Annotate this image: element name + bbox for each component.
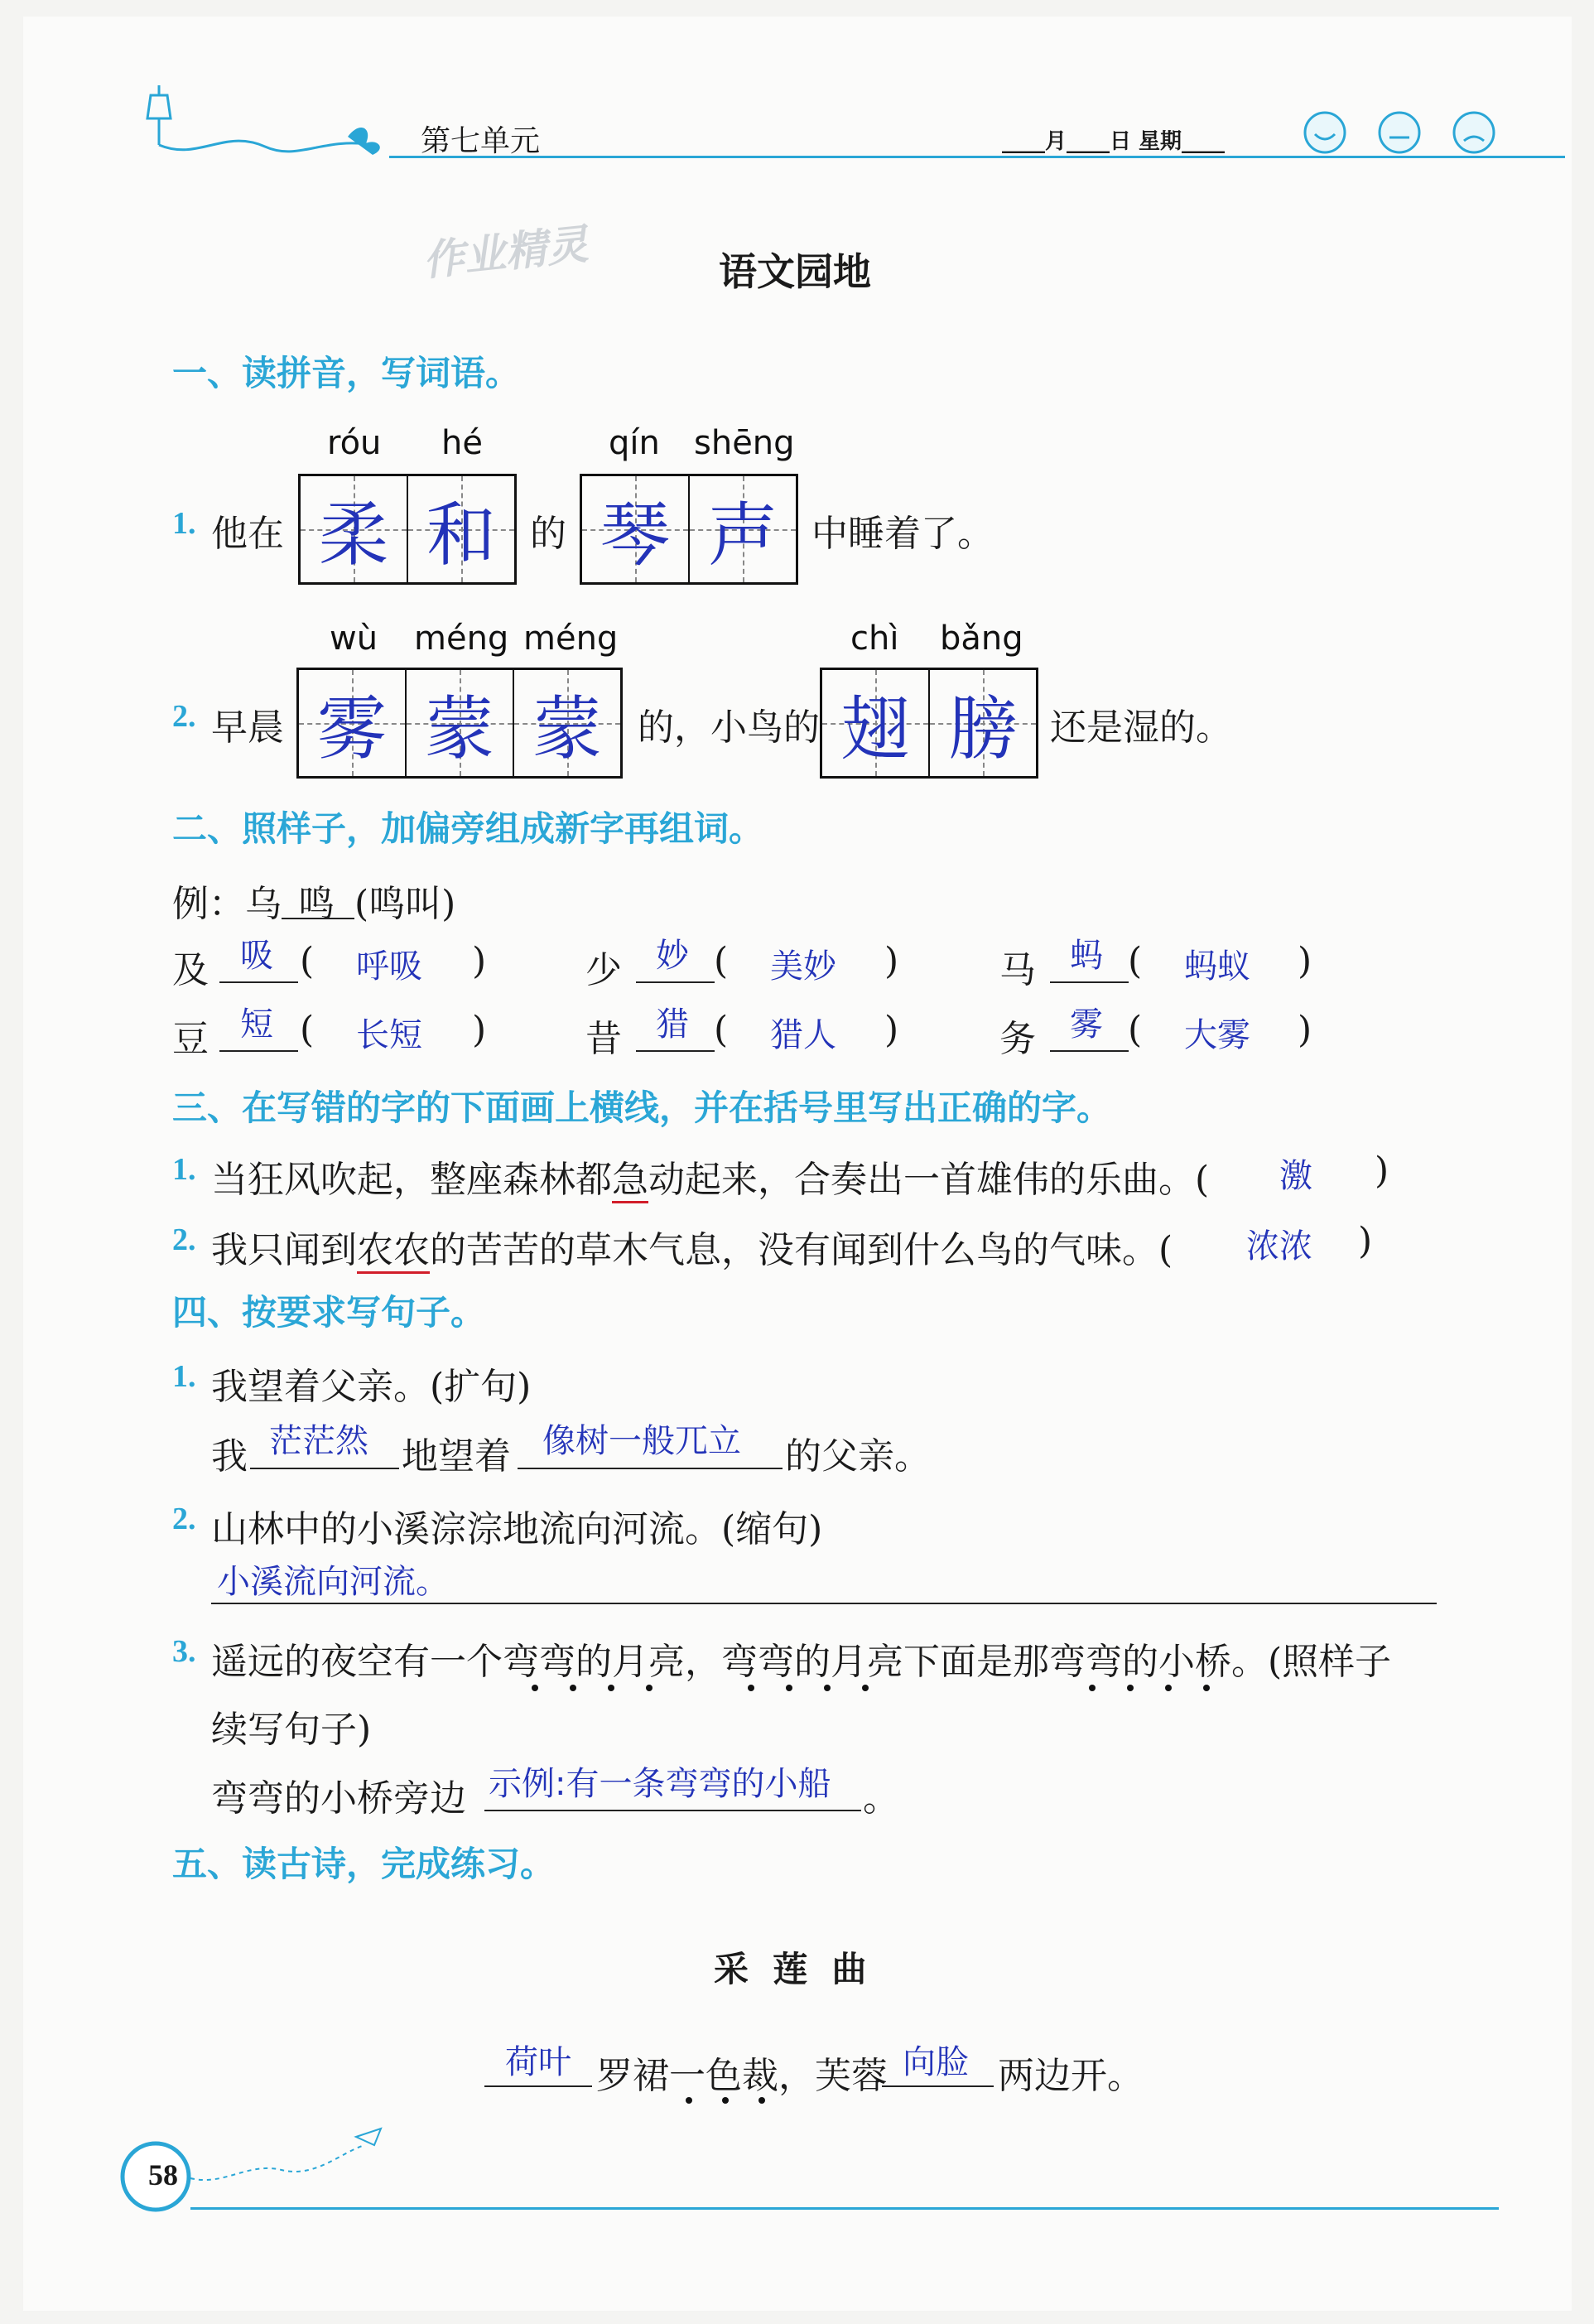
- sentence-text: 的父亲。: [785, 1435, 931, 1478]
- answer-char: 蚂: [1070, 937, 1103, 975]
- pinyin: méng: [414, 620, 509, 658]
- grid-cell[interactable]: [582, 476, 690, 582]
- answer-text: 向脸: [903, 2043, 969, 2081]
- sentence-text: 早晨: [211, 706, 284, 749]
- grid-cell[interactable]: [301, 476, 408, 582]
- grid-cell[interactable]: [690, 476, 796, 582]
- section-1-heading: 一、读拼音，写词语。: [172, 353, 521, 393]
- watermark: 作业精灵: [420, 219, 590, 286]
- answer-char: 和: [426, 497, 496, 575]
- answer-char: 短: [240, 1005, 273, 1044]
- answer-char: 蒙: [424, 691, 494, 769]
- answer-line: [211, 1603, 1437, 1604]
- writing-grid[interactable]: [296, 668, 623, 779]
- sentence-text: 中睡着了。: [811, 513, 994, 555]
- question-prompt: 续写句子): [211, 1709, 372, 1751]
- answer-word: 大雾: [1184, 1016, 1250, 1054]
- answer-char: 膀: [947, 691, 1018, 769]
- blank-line: [219, 1050, 298, 1052]
- poem-title: 采 莲 曲: [714, 1949, 867, 1989]
- answer-char: 雾: [1070, 1005, 1103, 1044]
- pinyin: hé: [441, 424, 483, 462]
- answer-text: 茫茫然: [269, 1422, 368, 1460]
- base-char: 及: [172, 949, 209, 991]
- paren-open: (: [1128, 940, 1143, 982]
- question-number: 2.: [172, 1502, 196, 1536]
- paren-close: ): [472, 1009, 487, 1051]
- sentence: [211, 1150, 1209, 1203]
- answer-text: 像树一般兀立: [542, 1422, 741, 1460]
- unit-label: 第七单元: [421, 124, 541, 158]
- smiley-faces-icon: [1300, 108, 1499, 157]
- emphasis-dots: [748, 1685, 869, 1691]
- question-prompt: 遥远的夜空有一个弯弯的月亮，弯弯的月亮下面是那弯弯的小桥。(照样子: [211, 1641, 1392, 1683]
- answer-char: 猎: [656, 1005, 689, 1044]
- sentence-text: 的苦苦的草木气息，没有闻到什么鸟的气味。(: [430, 1229, 1173, 1271]
- paren-close: ): [884, 1009, 899, 1051]
- sentence-text: 我只闻到: [211, 1229, 357, 1271]
- grid-cell[interactable]: [930, 670, 1036, 776]
- paren-open: (: [714, 1009, 729, 1051]
- answer-word: 蚂蚁: [1184, 947, 1250, 986]
- section-3-heading: 三、在写错的字的下面画上横线，并在括号里写出正确的字。: [172, 1087, 1112, 1128]
- base-char: 马: [999, 949, 1036, 991]
- pinyin: bǎng: [940, 620, 1023, 658]
- blank-line: [484, 1810, 861, 1811]
- answer-char: 雾: [316, 691, 387, 769]
- sentence-text: 当狂风吹起，整座森林都: [211, 1159, 612, 1201]
- sentence-text: 的: [530, 513, 566, 555]
- base-char: 少: [585, 949, 622, 991]
- poem-text: 两边开。: [998, 2055, 1144, 2097]
- paren-open: (: [300, 940, 315, 982]
- question-number: 2.: [172, 1222, 196, 1257]
- blank-line: [1050, 981, 1129, 983]
- emphasis-dots: [686, 2097, 765, 2104]
- lamp-vine-decoration: [124, 79, 406, 170]
- blank-line: [636, 1050, 715, 1052]
- answer-char: 蒙: [532, 691, 602, 769]
- paren-open: (: [1128, 1009, 1143, 1051]
- paren-close: ): [1298, 1009, 1312, 1051]
- writing-grid[interactable]: [298, 474, 517, 585]
- answer-char: 柔: [318, 497, 388, 575]
- question-number: 1.: [172, 1359, 196, 1394]
- writing-grid[interactable]: [820, 668, 1038, 779]
- grid-cell[interactable]: [408, 476, 514, 582]
- pinyin: wù: [330, 620, 378, 658]
- answer-char: 翅: [840, 691, 910, 769]
- answer-char: 激: [1279, 1157, 1312, 1195]
- footer-rule: [190, 2207, 1499, 2210]
- blank-line: [484, 2085, 592, 2087]
- question-number: 1.: [172, 1152, 196, 1187]
- blank-line: [882, 2085, 994, 2087]
- blank-line: [518, 1468, 783, 1469]
- sentence-text: 我: [211, 1435, 248, 1478]
- section-5-heading: 五、读古诗，完成练习。: [172, 1844, 556, 1884]
- sentence-text: 弯弯的小桥旁边: [211, 1777, 466, 1820]
- sentence-text: 还是湿的。: [1050, 706, 1232, 749]
- answer-char: 吸: [240, 937, 273, 975]
- grid-cell[interactable]: [822, 670, 930, 776]
- answer-word: 长短: [356, 1016, 422, 1054]
- base-char: 昔: [585, 1018, 622, 1060]
- paren-close: ): [1298, 940, 1312, 982]
- question-number: 3.: [172, 1634, 196, 1669]
- answer-word: 浓浓: [1246, 1227, 1312, 1266]
- answer-word: 猎人: [770, 1016, 836, 1054]
- section-2-heading: 二、照样子，加偏旁组成新字再组词。: [172, 808, 764, 849]
- base-char: 豆: [172, 1018, 209, 1060]
- blank-line: [250, 1468, 399, 1469]
- wrong-char[interactable]: 急: [612, 1159, 648, 1203]
- question-number: 2.: [172, 699, 196, 734]
- answer-text: 小溪流向河流。: [217, 1563, 449, 1601]
- poem-text: 罗裙一色裁，芙蓉: [596, 2055, 888, 2097]
- question-prompt: 山林中的小溪淙淙地流向河流。(缩句): [211, 1508, 823, 1550]
- sentence-text: 的，小鸟的: [638, 706, 820, 749]
- pinyin: shēng: [694, 424, 795, 462]
- pinyin: qín: [609, 424, 660, 462]
- blank-line: [219, 981, 298, 983]
- example-word: (鸣叫): [354, 883, 456, 925]
- pinyin: róu: [327, 424, 382, 462]
- base-char: 务: [999, 1018, 1036, 1060]
- paren-close: ): [1375, 1150, 1389, 1192]
- blank-line: [636, 981, 715, 983]
- paren-close: ): [472, 940, 487, 982]
- paren-open: (: [300, 1009, 315, 1051]
- wrong-char[interactable]: 农农: [357, 1229, 430, 1274]
- grid-cell[interactable]: [299, 670, 407, 776]
- example-char: 鸣: [298, 883, 335, 925]
- example-prefix: 例：乌: [172, 883, 282, 925]
- answer-word: 美妙: [770, 947, 836, 986]
- paren-close: ): [884, 940, 899, 982]
- grid-cell[interactable]: [407, 670, 514, 776]
- blank-line: [1050, 1050, 1129, 1052]
- sentence-text: 地望着: [402, 1435, 511, 1478]
- sentence-text: 动起来，合奏出一首雄伟的乐曲。(: [648, 1159, 1210, 1201]
- writing-grid[interactable]: [580, 474, 798, 585]
- emphasis-dots: [1089, 1685, 1210, 1691]
- answer-char: 声: [707, 497, 778, 575]
- answer-text: 示例:有一条弯弯的小船: [489, 1765, 831, 1803]
- question-number: 1.: [172, 506, 196, 541]
- sentence: [211, 1220, 1173, 1273]
- emphasis-dots: [532, 1685, 653, 1691]
- answer-char: 妙: [656, 937, 689, 975]
- answer-char: 琴: [600, 497, 670, 575]
- date-fields: ____月____日 星期____: [1002, 129, 1226, 154]
- sentence-text: 。: [863, 1777, 899, 1820]
- grid-cell[interactable]: [514, 670, 620, 776]
- paren-close: ): [1358, 1220, 1373, 1262]
- pinyin: méng: [523, 620, 619, 658]
- sentence-text: 他在: [211, 513, 284, 555]
- paren-open: (: [714, 940, 729, 982]
- page-number: 58: [148, 2158, 178, 2191]
- page-title: 语文园地: [719, 249, 871, 294]
- blank-line: [282, 918, 354, 919]
- section-4-heading: 四、按要求写句子。: [172, 1292, 486, 1333]
- answer-word: 呼吸: [356, 947, 422, 986]
- pinyin: chì: [850, 620, 899, 658]
- question-prompt: 我望着父亲。(扩句): [211, 1366, 532, 1408]
- answer-text: 荷叶: [505, 2043, 571, 2081]
